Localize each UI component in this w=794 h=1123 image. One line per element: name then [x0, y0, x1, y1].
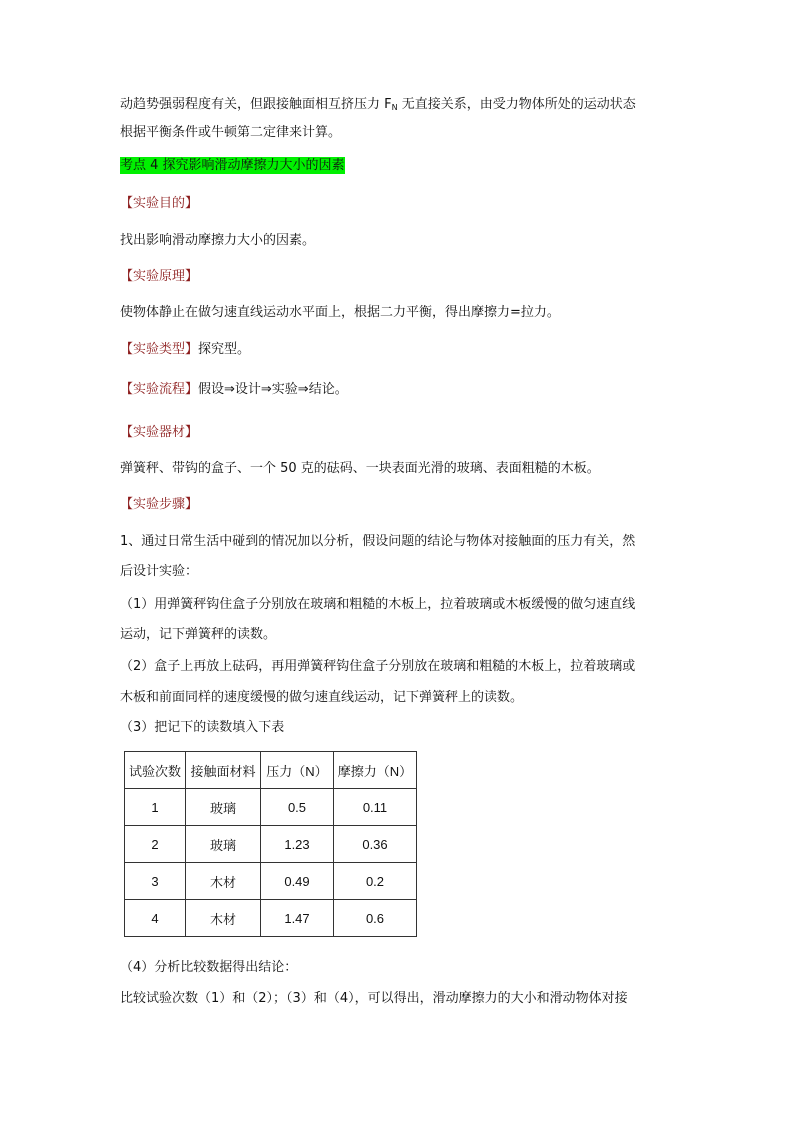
step1-line2: 后设计实验： — [120, 564, 199, 579]
table-cell: 0.2 — [334, 863, 417, 900]
section-heading — [120, 157, 345, 175]
conclusion-text: 比较试验次数（1）和（2）；（3）和（4），可以得出，滑动摩擦力的大小和滑动物体对接 — [120, 991, 628, 1006]
table-cell: 玻璃 — [186, 789, 261, 826]
table-header: 试验次数 — [125, 752, 186, 789]
heading-purpose: 【实验目的】 — [120, 196, 199, 211]
substep2-line2: 木板和前面同样的速度缓慢的做匀速直线运动，记下弹簧秤上的读数。 — [120, 690, 524, 705]
table-header: 摩擦力（N） — [334, 752, 417, 789]
flow-line — [120, 381, 348, 399]
heading-flow: 【实验流程】 — [120, 382, 199, 397]
heading-steps: 【实验步骤】 — [120, 497, 199, 512]
heading-type: 【实验类型】 — [120, 342, 199, 357]
heading-equipment: 【实验器材】 — [120, 425, 199, 440]
table-row — [125, 900, 417, 937]
table-cell: 0.6 — [334, 900, 417, 937]
substep2-line1: （2）盒子上再放上砝码，再用弹簧秤钩住盒子分别放在玻璃和粗糙的木板上，拉着玻璃或 — [120, 659, 636, 674]
heading-principle: 【实验原理】 — [120, 269, 199, 284]
table-row — [125, 789, 417, 826]
table-cell: 4 — [125, 900, 186, 937]
table-cell: 1.47 — [261, 900, 334, 937]
table-cell: 0.36 — [334, 826, 417, 863]
substep4: （4）分析比较数据得出结论： — [120, 960, 298, 975]
type-line — [120, 341, 250, 359]
highlighted-heading: 考点 4 探究影响滑动摩擦力大小的因素 — [120, 158, 345, 173]
substep1-line2: 运动，记下弹簧秤的读数。 — [120, 627, 277, 642]
table-header-row — [125, 752, 417, 789]
subscript: N — [391, 103, 398, 112]
substep3: （3）把记下的读数填入下表 — [120, 720, 285, 735]
table-row — [125, 863, 417, 900]
paragraph-line: 根据平衡条件或牛顿第二定律来计算。 — [120, 125, 342, 140]
table-cell: 木材 — [186, 863, 261, 900]
substep1-line1: （1）用弹簧秤钩住盒子分别放在玻璃和粗糙的木板上，拉着玻璃或木板缓慢的做匀速直线 — [120, 597, 636, 612]
table-cell: 0.11 — [334, 789, 417, 826]
type-text: 探究型。 — [198, 342, 251, 357]
table-cell: 玻璃 — [186, 826, 261, 863]
readings-table — [124, 751, 417, 937]
table-cell: 0.5 — [261, 789, 334, 826]
table-header: 压力（N） — [261, 752, 334, 789]
table-cell: 3 — [125, 863, 186, 900]
text: 动趋势强弱程度有关，但跟接触面相互挤压力 F — [120, 97, 392, 112]
step1-line1: 1、通过日常生活中碰到的情况加以分析，假设问题的结论与物体对接触面的压力有关，然 — [120, 534, 636, 549]
table-cell: 1 — [125, 789, 186, 826]
equipment-text: 弹簧秤、带钩的盒子、一个 50 克的砝码、一块表面光滑的玻璃、表面粗糙的木板。 — [120, 461, 600, 476]
table-cell: 1.23 — [261, 826, 334, 863]
table-row — [125, 826, 417, 863]
paragraph-line — [120, 96, 636, 117]
purpose-text: 找出影响滑动摩擦力大小的因素。 — [120, 233, 316, 248]
table-cell: 木材 — [186, 900, 261, 937]
table-header: 接触面材料 — [186, 752, 261, 789]
flow-text: 假设⇒设计⇒实验⇒结论。 — [198, 382, 348, 397]
principle-text: 使物体静止在做匀速直线运动水平面上，根据二力平衡，得出摩擦力=拉力。 — [120, 305, 560, 320]
table-cell: 2 — [125, 826, 186, 863]
text: 无直接关系，由受力物体所处的运动状态 — [397, 97, 636, 112]
table-cell: 0.49 — [261, 863, 334, 900]
